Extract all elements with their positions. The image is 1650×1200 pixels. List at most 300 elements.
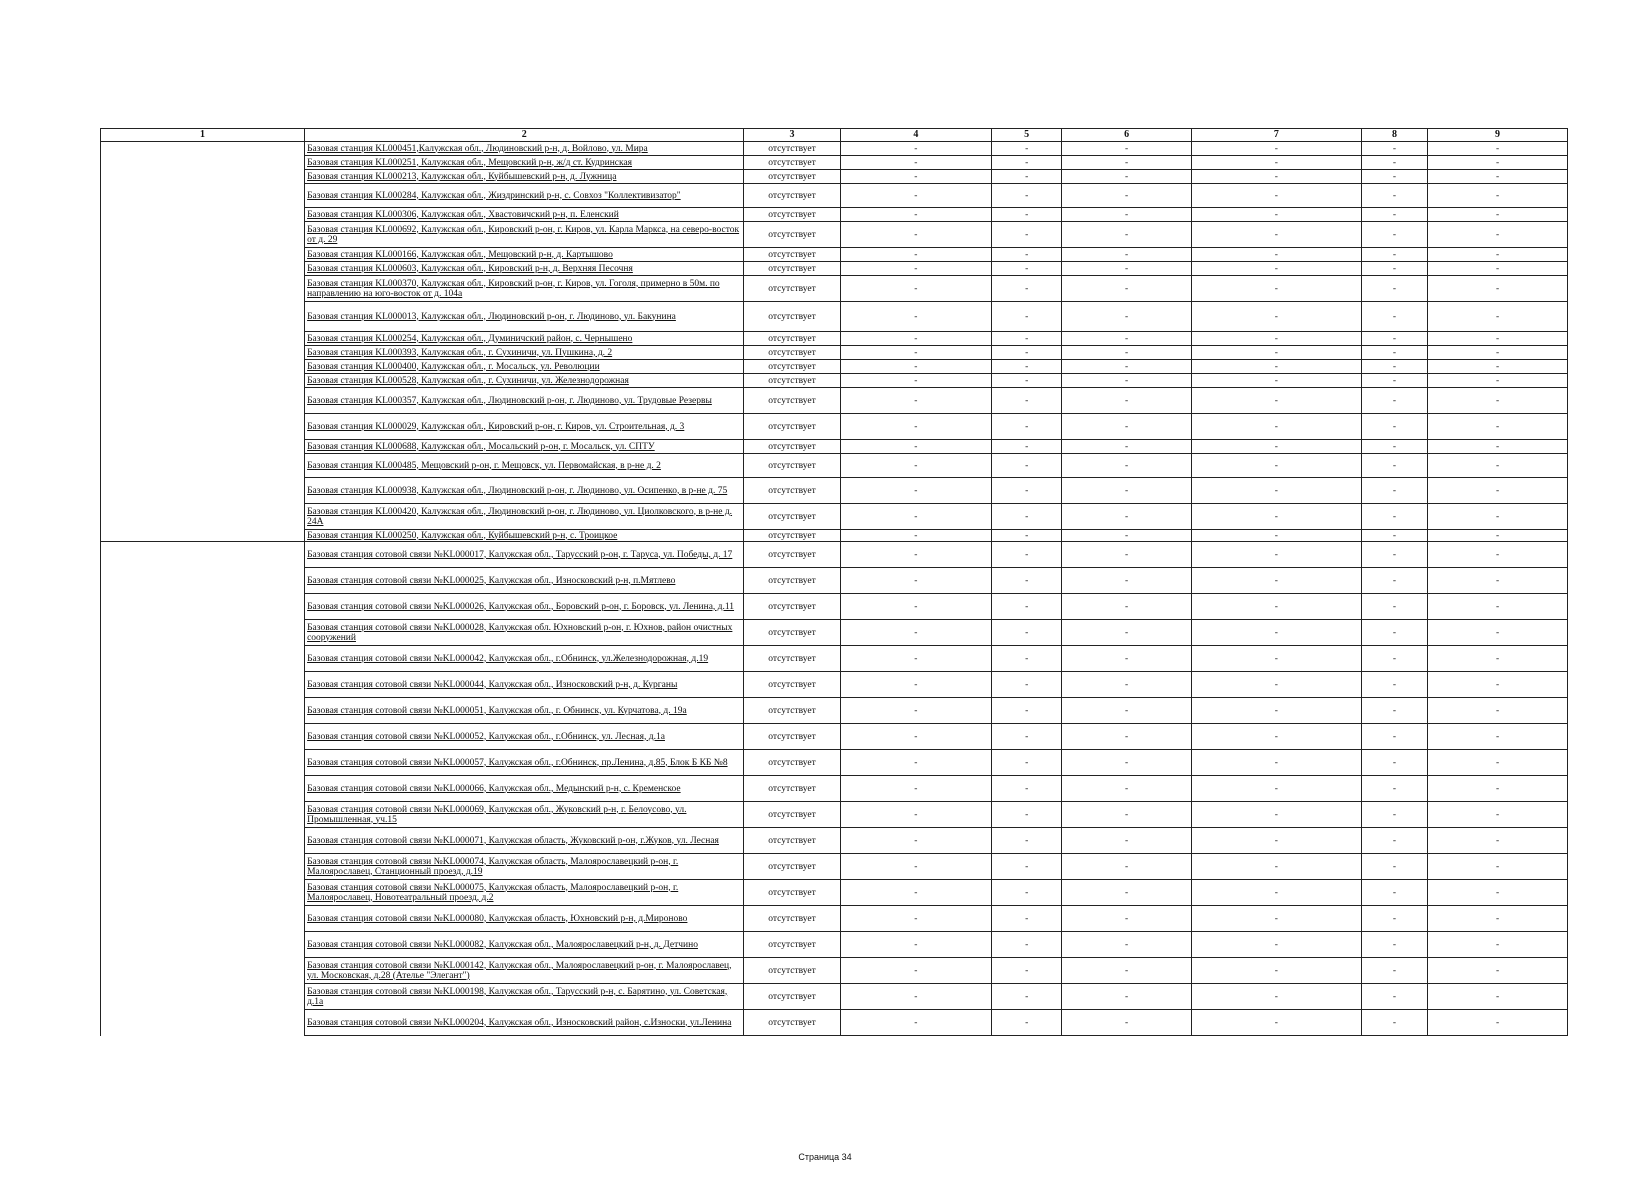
value-cell: - (1191, 222, 1361, 248)
value-cell: - (1361, 698, 1427, 724)
value-cell: - (1191, 360, 1361, 374)
value-cell: - (1361, 646, 1427, 672)
value-cell: - (840, 222, 991, 248)
station-description: Базовая станция сотовой связи №KL000017, Калужская обл., Тарусский р-он, г. Таруса, ул. Победы, д. 17 (305, 542, 744, 568)
value-cell: - (991, 594, 1061, 620)
value-cell: - (991, 906, 1061, 932)
value-cell: - (1361, 672, 1427, 698)
table-row (101, 698, 1568, 724)
header-col-4: 4 (840, 129, 991, 142)
status-cell: отсутствует (744, 1010, 840, 1036)
value-cell: - (840, 672, 991, 698)
status-cell: отсутствует (744, 984, 840, 1010)
value-cell: - (1361, 302, 1427, 332)
value-cell: - (1191, 530, 1361, 542)
value-cell: - (991, 454, 1061, 478)
value-cell: - (1191, 504, 1361, 530)
value-cell: - (1191, 880, 1361, 906)
value-cell: - (1428, 388, 1568, 414)
value-cell: - (1191, 170, 1361, 184)
table-row (101, 440, 1568, 454)
value-cell: - (1428, 1010, 1568, 1036)
value-cell: - (1062, 248, 1192, 262)
status-cell: отсутствует (744, 958, 840, 984)
value-cell: - (991, 440, 1061, 454)
value-cell: - (991, 478, 1061, 504)
value-cell: - (1062, 646, 1192, 672)
value-cell: - (1191, 932, 1361, 958)
value-cell: - (840, 568, 991, 594)
table-row (101, 374, 1568, 388)
value-cell: - (991, 414, 1061, 440)
value-cell: - (1361, 724, 1427, 750)
value-cell: - (1191, 414, 1361, 440)
status-cell: отсутствует (744, 208, 840, 222)
value-cell: - (1062, 360, 1192, 374)
value-cell: - (1428, 504, 1568, 530)
station-description: Базовая станция KL000166, Калужская обл., Мещовский р-н, д. Картышово (305, 248, 744, 262)
value-cell: - (991, 698, 1061, 724)
value-cell: - (1062, 156, 1192, 170)
value-cell: - (840, 906, 991, 932)
value-cell: - (840, 880, 991, 906)
value-cell: - (1428, 568, 1568, 594)
value-cell: - (1361, 454, 1427, 478)
status-cell: отсутствует (744, 906, 840, 932)
value-cell: - (1191, 1010, 1361, 1036)
status-cell: отсутствует (744, 414, 840, 440)
value-cell: - (1062, 1010, 1192, 1036)
value-cell: - (991, 646, 1061, 672)
table-row (101, 530, 1568, 542)
header-col-9: 9 (1428, 129, 1568, 142)
value-cell: - (1361, 440, 1427, 454)
value-cell: - (1062, 184, 1192, 208)
value-cell: - (840, 530, 991, 542)
value-cell: - (1062, 346, 1192, 360)
value-cell: - (1428, 530, 1568, 542)
status-cell: отсутствует (744, 346, 840, 360)
value-cell: - (840, 262, 991, 276)
value-cell: - (1428, 302, 1568, 332)
table-row (101, 248, 1568, 262)
value-cell: - (1428, 828, 1568, 854)
value-cell: - (1191, 276, 1361, 302)
value-cell: - (1191, 346, 1361, 360)
table-row (101, 854, 1568, 880)
value-cell: - (840, 414, 991, 440)
station-description: Базовая станция сотовой связи №KL000198, Калужская обл., Тарусский р-н, с. Барятино, ул. Советская, д.1а (305, 984, 744, 1010)
value-cell: - (991, 750, 1061, 776)
value-cell: - (1428, 262, 1568, 276)
header-col-5: 5 (991, 129, 1061, 142)
value-cell: - (1428, 932, 1568, 958)
table-row (101, 360, 1568, 374)
value-cell: - (1062, 302, 1192, 332)
value-cell: - (1191, 440, 1361, 454)
value-cell: - (840, 594, 991, 620)
value-cell: - (1428, 958, 1568, 984)
value-cell: - (991, 142, 1061, 156)
table-row (101, 776, 1568, 802)
header-col-6: 6 (1062, 129, 1192, 142)
value-cell: - (840, 932, 991, 958)
table-row (101, 332, 1568, 346)
value-cell: - (1428, 478, 1568, 504)
value-cell: - (1428, 332, 1568, 346)
value-cell: - (1191, 332, 1361, 346)
value-cell: - (1428, 776, 1568, 802)
value-cell: - (1361, 170, 1427, 184)
station-description: Базовая станция сотовой связи №KL000204, Калужская обл., Износковский район, с.Износки, ул.Ленина (305, 1010, 744, 1036)
value-cell: - (1361, 414, 1427, 440)
value-cell: - (840, 302, 991, 332)
value-cell: - (1191, 776, 1361, 802)
value-cell: - (1191, 184, 1361, 208)
value-cell: - (1361, 374, 1427, 388)
table-row (101, 276, 1568, 302)
value-cell: - (1062, 440, 1192, 454)
value-cell: - (1191, 750, 1361, 776)
value-cell: - (991, 262, 1061, 276)
value-cell: - (1361, 880, 1427, 906)
table-row (101, 346, 1568, 360)
value-cell: - (991, 984, 1061, 1010)
header-col-1: 1 (101, 129, 305, 142)
value-cell: - (840, 1010, 991, 1036)
header-col-7: 7 (1191, 129, 1361, 142)
value-cell: - (991, 530, 1061, 542)
value-cell: - (1428, 880, 1568, 906)
value-cell: - (1191, 724, 1361, 750)
value-cell: - (991, 222, 1061, 248)
station-description: Базовая станция сотовой связи №KL000142, Калужская обл., Малоярославецкий р-он, г. Малоярославец, ул. Московская, д.28 (Ателье "Элегант") (305, 958, 744, 984)
value-cell: - (991, 568, 1061, 594)
value-cell: - (840, 984, 991, 1010)
value-cell: - (1062, 374, 1192, 388)
value-cell: - (840, 388, 991, 414)
value-cell: - (991, 346, 1061, 360)
value-cell: - (1428, 724, 1568, 750)
station-description: Базовая станция сотовой связи №KL000066, Калужская обл., Медынский р-н, с. Кременское (305, 776, 744, 802)
value-cell: - (1361, 388, 1427, 414)
value-cell: - (840, 184, 991, 208)
table-row (101, 208, 1568, 222)
value-cell: - (1062, 776, 1192, 802)
value-cell: - (1062, 672, 1192, 698)
value-cell: - (1361, 802, 1427, 828)
value-cell: - (991, 156, 1061, 170)
status-cell: отсутствует (744, 332, 840, 346)
station-description: Базовая станция сотовой связи №KL000025, Калужская обл., Износковский р-н, п.Мятлево (305, 568, 744, 594)
value-cell: - (1191, 646, 1361, 672)
value-cell: - (1361, 594, 1427, 620)
table-row (101, 594, 1568, 620)
status-cell: отсутствует (744, 374, 840, 388)
value-cell: - (1191, 672, 1361, 698)
table-row (101, 646, 1568, 672)
value-cell: - (991, 248, 1061, 262)
value-cell: - (1361, 332, 1427, 346)
value-cell: - (991, 374, 1061, 388)
status-cell: отсутствует (744, 854, 840, 880)
value-cell: - (991, 276, 1061, 302)
value-cell: - (1191, 984, 1361, 1010)
table-row (101, 542, 1568, 568)
station-description: Базовая станция сотовой связи №KL000082, Калужская обл., Малоярославецкий р-н, д. Детчино (305, 932, 744, 958)
status-cell: отсутствует (744, 594, 840, 620)
value-cell: - (1062, 620, 1192, 646)
value-cell: - (1428, 698, 1568, 724)
page-number: Страница 34 (798, 1152, 852, 1162)
table-row (101, 672, 1568, 698)
value-cell: - (991, 388, 1061, 414)
value-cell: - (840, 646, 991, 672)
status-cell: отсутствует (744, 360, 840, 374)
value-cell: - (1191, 542, 1361, 568)
station-description: Базовая станция сотовой связи №KL000075, Калужская область, Малоярославецкий р-он, г. Малоярославец, Новотеатральный проезд, д.2 (305, 880, 744, 906)
value-cell: - (1428, 414, 1568, 440)
value-cell: - (1191, 698, 1361, 724)
status-cell: отсутствует (744, 672, 840, 698)
value-cell: - (1062, 388, 1192, 414)
value-cell: - (1062, 208, 1192, 222)
status-cell: отсутствует (744, 542, 840, 568)
value-cell: - (1428, 360, 1568, 374)
value-cell: - (991, 958, 1061, 984)
value-cell: - (1062, 276, 1192, 302)
value-cell: - (991, 672, 1061, 698)
status-cell: отсутствует (744, 454, 840, 478)
value-cell: - (1428, 222, 1568, 248)
value-cell: - (1062, 332, 1192, 346)
value-cell: - (840, 156, 991, 170)
station-description: Базовая станция KL000420, Калужская обл., Людиновский р-он, г. Людиново, ул. Циолковского, в р-не д. 24А (305, 504, 744, 530)
header-col-8: 8 (1361, 129, 1427, 142)
status-cell: отсутствует (744, 880, 840, 906)
value-cell: - (1191, 906, 1361, 932)
status-cell: отсутствует (744, 388, 840, 414)
table-row (101, 262, 1568, 276)
status-cell: отсутствует (744, 248, 840, 262)
value-cell: - (1191, 156, 1361, 170)
value-cell: - (991, 208, 1061, 222)
table-row (101, 802, 1568, 828)
value-cell: - (1191, 374, 1361, 388)
table-row (101, 504, 1568, 530)
value-cell: - (1428, 454, 1568, 478)
value-cell: - (1361, 906, 1427, 932)
station-description: Базовая станция KL000284, Калужская обл., Жиздринский р-н, с. Совхоз "Коллективизатор" (305, 184, 744, 208)
value-cell: - (840, 208, 991, 222)
station-description: Базовая станция сотовой связи №KL000074, Калужская область, Малоярославецкий р-он, г. Малоярославец, Станционный проезд, д.19 (305, 854, 744, 880)
value-cell: - (1361, 346, 1427, 360)
station-description: Базовая станция KL000254, Калужская обл., Думиничский район, с. Чернышено (305, 332, 744, 346)
value-cell: - (1191, 802, 1361, 828)
value-cell: - (1361, 750, 1427, 776)
table-row (101, 984, 1568, 1010)
value-cell: - (840, 750, 991, 776)
value-cell: - (1428, 248, 1568, 262)
station-description: Базовая станция сотовой связи №KL000051, Калужская обл., г. Обнинск, ул. Курчатова, д. 19а (305, 698, 744, 724)
value-cell: - (1062, 568, 1192, 594)
status-cell: отсутствует (744, 440, 840, 454)
value-cell: - (1062, 170, 1192, 184)
group-cell (101, 542, 305, 1036)
value-cell: - (1062, 854, 1192, 880)
value-cell: - (1062, 828, 1192, 854)
value-cell: - (991, 880, 1061, 906)
value-cell: - (1361, 776, 1427, 802)
value-cell: - (1428, 142, 1568, 156)
value-cell: - (1062, 414, 1192, 440)
value-cell: - (991, 170, 1061, 184)
table-row (101, 620, 1568, 646)
value-cell: - (840, 170, 991, 184)
status-cell: отсутствует (744, 276, 840, 302)
status-cell: отсутствует (744, 184, 840, 208)
value-cell: - (1361, 958, 1427, 984)
status-cell: отсутствует (744, 170, 840, 184)
value-cell: - (1428, 646, 1568, 672)
table-row (101, 958, 1568, 984)
status-cell: отсутствует (744, 302, 840, 332)
value-cell: - (1361, 222, 1427, 248)
value-cell: - (1361, 828, 1427, 854)
value-cell: - (840, 478, 991, 504)
status-cell: отсутствует (744, 724, 840, 750)
status-cell: отсутствует (744, 262, 840, 276)
station-description: Базовая станция сотовой связи №KL000044, Калужская обл., Износковский р-н, д. Курганы (305, 672, 744, 698)
status-cell: отсутствует (744, 828, 840, 854)
value-cell: - (991, 932, 1061, 958)
station-description: Базовая станция сотовой связи №KL000028, Калужская обл. Юхновский р-он, г. Юхнов, район очистных сооружений (305, 620, 744, 646)
value-cell: - (1062, 478, 1192, 504)
station-description: Базовая станция KL000692, Калужская обл., Кировский р-он, г. Киров, ул. Карла Маркса, на северо-восток от д. 29 (305, 222, 744, 248)
value-cell: - (1428, 170, 1568, 184)
value-cell: - (1062, 802, 1192, 828)
value-cell: - (840, 854, 991, 880)
value-cell: - (1361, 542, 1427, 568)
table-row (101, 750, 1568, 776)
value-cell: - (1428, 208, 1568, 222)
value-cell: - (1191, 568, 1361, 594)
value-cell: - (1062, 504, 1192, 530)
stations-table (100, 128, 1568, 1036)
value-cell: - (1361, 156, 1427, 170)
value-cell: - (840, 248, 991, 262)
value-cell: - (840, 440, 991, 454)
value-cell: - (1191, 302, 1361, 332)
value-cell: - (840, 542, 991, 568)
value-cell: - (1428, 440, 1568, 454)
status-cell: отсутствует (744, 620, 840, 646)
value-cell: - (1361, 504, 1427, 530)
table-row (101, 222, 1568, 248)
value-cell: - (840, 332, 991, 346)
station-description: Базовая станция KL000213, Калужская обл., Куйбышевский р-н, д. Лужница (305, 170, 744, 184)
value-cell: - (1191, 958, 1361, 984)
status-cell: отсутствует (744, 776, 840, 802)
value-cell: - (1361, 208, 1427, 222)
value-cell: - (1361, 360, 1427, 374)
value-cell: - (1062, 906, 1192, 932)
station-description: Базовая станция KL000357, Калужская обл., Людиновский р-он, г. Людиново, ул. Трудовые Резервы (305, 388, 744, 414)
value-cell: - (1361, 984, 1427, 1010)
value-cell: - (1361, 478, 1427, 504)
value-cell: - (840, 504, 991, 530)
value-cell: - (1062, 724, 1192, 750)
value-cell: - (1062, 880, 1192, 906)
station-description: Базовая станция KL000013, Калужская обл., Людиновский р-он, г. Людиново, ул. Бакунина (305, 302, 744, 332)
table-row (101, 184, 1568, 208)
value-cell: - (1062, 932, 1192, 958)
value-cell: - (1062, 222, 1192, 248)
value-cell: - (840, 828, 991, 854)
value-cell: - (1062, 530, 1192, 542)
value-cell: - (1062, 698, 1192, 724)
status-cell: отсутствует (744, 504, 840, 530)
value-cell: - (840, 360, 991, 374)
value-cell: - (840, 374, 991, 388)
table-row (101, 724, 1568, 750)
value-cell: - (1428, 854, 1568, 880)
value-cell: - (991, 854, 1061, 880)
value-cell: - (840, 802, 991, 828)
value-cell: - (1428, 672, 1568, 698)
value-cell: - (1428, 276, 1568, 302)
station-description: Базовая станция KL000485, Мещовский р-он, г. Мещовск, ул. Первомайская, в р-не д. 2 (305, 454, 744, 478)
value-cell: - (1361, 568, 1427, 594)
table-row (101, 880, 1568, 906)
status-cell: отсутствует (744, 568, 840, 594)
station-description: Базовая станция сотовой связи №KL000080, Калужская область, Юхновский р-н, д.Мироново (305, 906, 744, 932)
value-cell: - (1428, 984, 1568, 1010)
table-row (101, 828, 1568, 854)
value-cell: - (1062, 542, 1192, 568)
value-cell: - (991, 542, 1061, 568)
value-cell: - (1062, 958, 1192, 984)
station-description: Базовая станция KL000393, Калужская обл., г. Сухиничи, ул. Пушкина, д. 2 (305, 346, 744, 360)
station-description: Базовая станция KL000400, Калужская обл., г. Мосальск, ул. Революции (305, 360, 744, 374)
value-cell: - (1062, 454, 1192, 478)
value-cell: - (1428, 374, 1568, 388)
value-cell: - (1062, 594, 1192, 620)
value-cell: - (1191, 142, 1361, 156)
table-row (101, 568, 1568, 594)
value-cell: - (1191, 454, 1361, 478)
station-description: Базовая станция KL000451,Калужская обл., Людиновский р-н, д. Войлово, ул. Мира (305, 142, 744, 156)
value-cell: - (1062, 750, 1192, 776)
station-description: Базовая станция KL000029, Калужская обл., Кировский р-он, г. Киров, ул. Строительная, д. 3 (305, 414, 744, 440)
value-cell: - (1428, 156, 1568, 170)
value-cell: - (991, 776, 1061, 802)
station-description: Базовая станция сотовой связи №KL000052, Калужская обл., г.Обнинск, ул. Лесная, д.1а (305, 724, 744, 750)
header-col-3: 3 (744, 129, 840, 142)
station-description: Базовая станция сотовой связи №KL000042, Калужская обл., г.Обнинск, ул.Железнодорожная, д.19 (305, 646, 744, 672)
status-cell: отсутствует (744, 698, 840, 724)
value-cell: - (1361, 932, 1427, 958)
value-cell: - (1361, 1010, 1427, 1036)
table-row (101, 478, 1568, 504)
value-cell: - (1428, 346, 1568, 360)
station-description: Базовая станция сотовой связи №KL000026, Калужская обл., Боровский р-он, г. Боровск, ул. Ленина, д.11 (305, 594, 744, 620)
station-description: Базовая станция KL000306, Калужская обл., Хвастовичский р-н, п. Еленский (305, 208, 744, 222)
value-cell: - (840, 454, 991, 478)
value-cell: - (1361, 248, 1427, 262)
table-row (101, 414, 1568, 440)
value-cell: - (1428, 542, 1568, 568)
